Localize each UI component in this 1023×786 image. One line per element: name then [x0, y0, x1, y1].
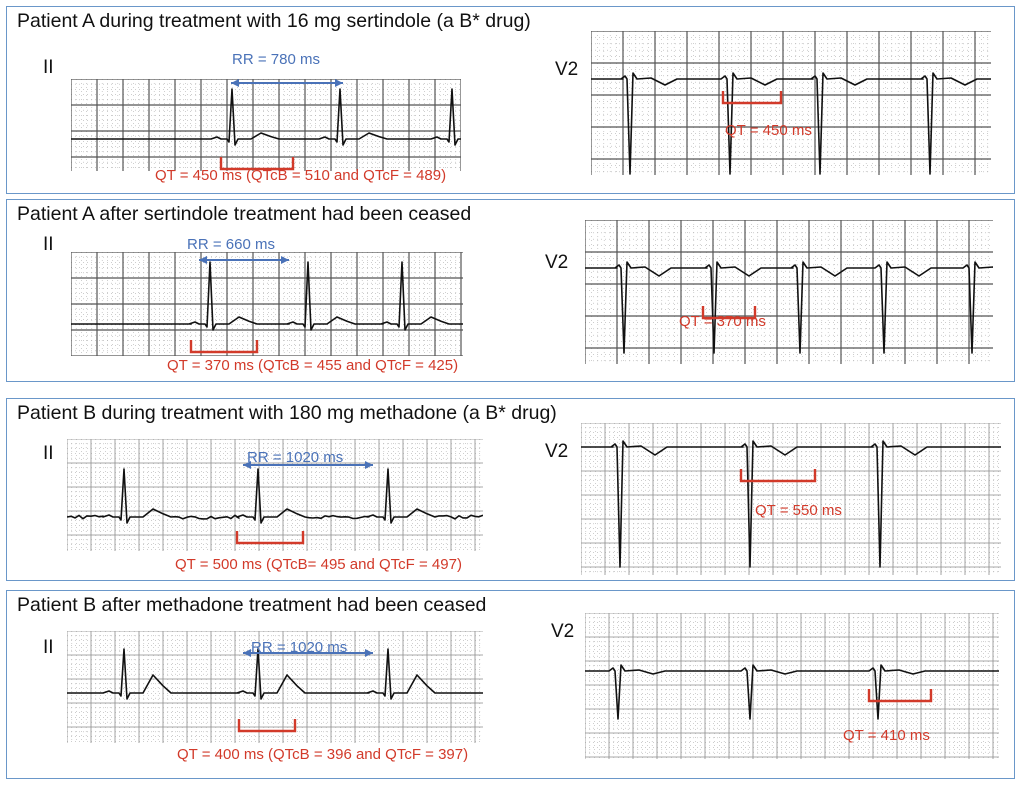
lead-label-v2: V2	[555, 59, 579, 80]
panel-title: Patient A after sertindole treatment had been ceased	[17, 203, 472, 225]
ecg-strip-lead-v2	[585, 220, 993, 364]
ecg-strip-lead-ii	[71, 79, 461, 171]
panel-title: Patient B during treatment with 180 mg methadone (a B* drug)	[17, 402, 557, 424]
panel-patient-a-ceased	[6, 199, 1015, 382]
ecg-strip-lead-v2	[591, 31, 991, 175]
lead-label-v2: V2	[545, 252, 569, 273]
ecg-strip-lead-ii	[71, 252, 463, 356]
lead-label-v2: V2	[551, 621, 575, 642]
qt-interval-label-lead-ii: QT = 400 ms (QTcB = 396 and QTcF = 397)	[177, 746, 469, 763]
panel-title: Patient A during treatment with 16 mg sertindole (a B* drug)	[17, 10, 531, 32]
lead-label-ii: II	[43, 57, 54, 78]
rr-interval-label: RR = 1020 ms	[251, 639, 348, 656]
rr-interval-label: RR = 780 ms	[232, 51, 320, 68]
panel-patient-b-methadone	[6, 398, 1015, 581]
qt-interval-label-lead-ii: QT = 500 ms (QTcB= 495 and QTcF = 497)	[175, 556, 462, 573]
panel-patient-a-sertindole	[6, 6, 1015, 194]
lead-label-v2: V2	[545, 441, 569, 462]
qt-interval-label-lead-v2: QT = 370 ms	[679, 313, 766, 330]
qt-interval-label-lead-ii: QT = 370 ms (QTcB = 455 and QTcF = 425)	[167, 357, 459, 374]
panel-patient-b-ceased	[6, 590, 1015, 779]
qt-interval-label-lead-v2: QT = 550 ms	[755, 502, 842, 519]
lead-label-ii: II	[43, 443, 54, 464]
qt-interval-label-lead-v2: QT = 450 ms	[725, 122, 812, 139]
qt-interval-label-lead-ii: QT = 450 ms (QTcB = 510 and QTcF = 489)	[155, 167, 447, 184]
rr-interval-label: RR = 660 ms	[187, 236, 275, 253]
lead-label-ii: II	[43, 637, 54, 658]
panel-title: Patient B after methadone treatment had been ceased	[17, 594, 487, 616]
lead-label-ii: II	[43, 234, 54, 255]
rr-interval-label: RR = 1020 ms	[247, 449, 344, 466]
ecg-strip-lead-v2	[585, 613, 999, 759]
ecg-strip-lead-v2	[581, 423, 1001, 575]
qt-interval-label-lead-v2: QT = 410 ms	[843, 727, 930, 744]
